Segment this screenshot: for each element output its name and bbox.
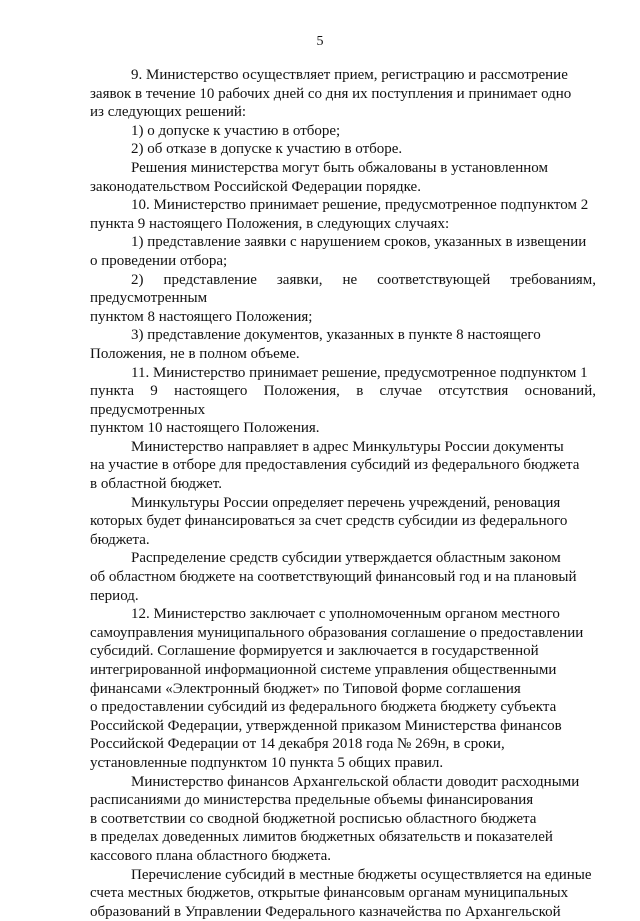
paragraph: 2) представление заявки, не соответствующей требованиям, предусмотренным пунктом 8 настоящего Положения; <box>90 271 596 325</box>
paragraph: Решения министерства могут быть обжалованы в установленном законодательством Российской Федерации порядке. <box>90 159 548 195</box>
paragraph: 12. Министерство заключает с уполномоченным органом местного самоуправления муниципального образования соглашение о предоставлении субсидий. Соглашение формируется и заключается в государственной интегрированной информационной системе управления общественными финансами «Электронный бюджет» по Типовой форме соглашения о предоставлении субсидий из федерального бюджета бюджету субъекта Российской Федерации, утвержденной приказом Министерства финансов Российской Федерации от 14 декабря 2018 года № 269н, в сроки, установленные подпунктом 10 пункта 5 общих правил. <box>90 606 584 771</box>
document-body <box>90 66 596 921</box>
paragraph: 1) о допуске к участию в отборе; <box>131 122 341 139</box>
paragraph: 3) представление документов, указанных в пункте 8 настоящего Положения, не в полном объеме. <box>90 327 541 362</box>
paragraph: 9. Министерство осуществляет прием, регистрацию и рассмотрение заявок в течение 10 рабочих дней со дня их поступления и принимает одно из следующих решений: <box>90 67 572 121</box>
paragraph: 2) об отказе в допуске к участию в отборе. <box>131 141 403 158</box>
paragraph: Министерство финансов Архангельской области доводит расходными расписаниями до министерства предельные объемы финансирования в соответствии со сводной бюджетной росписью областного бюджета в пределах доведенных лимитов бюджетных обязательств и показателей кассового плана областного бюджета. <box>90 773 580 864</box>
page-number: 5 <box>316 34 324 49</box>
paragraph: Распределение средств субсидии утверждается областным законом об областном бюджете на соответствующий финансовый год и на плановый период. <box>90 550 577 604</box>
paragraph: Министерство направляет в адрес Минкультуры России документы на участие в отборе для предоставления субсидий из федерального бюджета в областной бюджет. <box>90 438 580 493</box>
paragraph: 10. Министерство принимает решение, предусмотренное подпунктом 2 пункта 9 настоящего Положения, в следующих случаях: <box>90 197 589 232</box>
paragraph: 1) представление заявки с нарушением сроков, указанных в извещении о проведении отбора; <box>90 234 587 269</box>
paragraph: Минкультуры России определяет перечень учреждений, реновация которых будет финансироваться за счет средств субсидии из федерального бюджета. <box>90 494 568 548</box>
paragraph: Перечисление субсидий в местные бюджеты осуществляется на единые счета местных бюджетов, открытые финансовым органам муниципальных образований в Управлении Федерального казначейства по Архангельской <box>90 866 592 920</box>
paragraph: 11. Министерство принимает решение, предусмотренное подпунктом 1 пункта 9 настоящего Положения, в случае отсутствия оснований, предусмотренных пунктом 10 настоящего Положения. <box>90 364 596 437</box>
